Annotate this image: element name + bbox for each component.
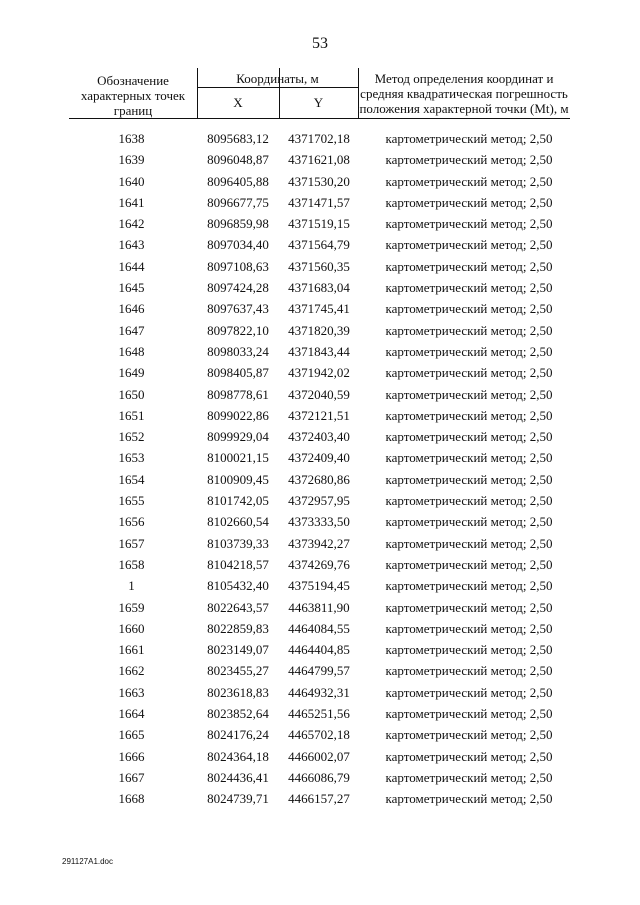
point-number: 1641: [118, 194, 145, 210]
method: картометрический метод; 2,50: [385, 216, 553, 232]
method: картометрический метод; 2,50: [385, 663, 553, 679]
point-number: 1666: [118, 748, 145, 764]
point-number: 1662: [118, 663, 145, 679]
table-row: [69, 788, 570, 809]
table-row: [69, 597, 570, 618]
table-row: [69, 192, 570, 213]
table-header: [69, 68, 570, 119]
coord-x: 8104218,57: [207, 556, 269, 572]
table-row: [69, 341, 570, 362]
table-row: [69, 511, 570, 532]
table-row: [69, 469, 570, 490]
table-row: [69, 384, 570, 405]
table-row: [69, 149, 570, 170]
header-divider: [197, 87, 358, 88]
coord-y: 4371942,02: [288, 365, 350, 381]
method: картометрический метод; 2,50: [385, 152, 553, 168]
table-row: [69, 171, 570, 192]
method: картометрический метод; 2,50: [385, 769, 553, 785]
coord-x: 8100021,15: [207, 450, 269, 466]
table-row: [69, 554, 570, 575]
method: картометрический метод; 2,50: [385, 237, 553, 253]
table-row: [69, 277, 570, 298]
table-row: [69, 724, 570, 745]
coord-x: 8105432,40: [207, 578, 269, 594]
method: картометрический метод; 2,50: [385, 727, 553, 743]
coord-y: 4466002,07: [288, 748, 350, 764]
coord-y: 4371843,44: [288, 343, 350, 359]
coord-y: 4372403,40: [288, 429, 350, 445]
method: картометрический метод; 2,50: [385, 407, 553, 423]
header-coordinates: Координаты, м: [236, 71, 319, 86]
point-number: 1648: [118, 343, 145, 359]
coord-y: 4465251,56: [288, 706, 350, 722]
point-number: 1661: [118, 642, 145, 658]
point-number: 1668: [118, 791, 145, 807]
table-row: [69, 682, 570, 703]
header-y: Y: [313, 95, 324, 110]
coord-y: 4463811,90: [288, 599, 350, 615]
coord-x: 8096677,75: [207, 194, 269, 210]
method: картометрический метод; 2,50: [385, 301, 553, 317]
coord-x: 8099929,04: [207, 429, 269, 445]
coord-y: 4466086,79: [288, 769, 350, 785]
coord-x: 8024739,71: [207, 791, 269, 807]
point-number: 1644: [118, 258, 145, 274]
point-number: 1647: [118, 322, 145, 338]
point-number: 1649: [118, 365, 145, 381]
point-number: 1667: [118, 769, 145, 785]
point-number: 1643: [118, 237, 145, 253]
header-point-designation: Обозначение характерных точек границ: [80, 73, 186, 118]
method: картометрический метод; 2,50: [385, 642, 553, 658]
point-number: 1639: [118, 152, 145, 168]
coord-y: 4371471,57: [288, 194, 350, 210]
coord-y: 4371621,08: [288, 152, 350, 168]
coord-x: 8023852,64: [207, 706, 269, 722]
table-row: [69, 213, 570, 234]
coord-x: 8098033,24: [207, 343, 269, 359]
table-row: [69, 575, 570, 596]
table-row: [69, 447, 570, 468]
coord-x: 8096405,88: [207, 173, 269, 189]
coord-x: 8098405,87: [207, 365, 269, 381]
method: картометрический метод; 2,50: [385, 791, 553, 807]
coord-y: 4371530,20: [288, 173, 350, 189]
coord-x: 8097822,10: [207, 322, 269, 338]
header-x: X: [233, 95, 243, 110]
point-number: 1653: [118, 450, 145, 466]
point-number: 1645: [118, 280, 145, 296]
coord-x: 8097108,63: [207, 258, 269, 274]
method: картометрический метод; 2,50: [385, 131, 553, 146]
table-row: [69, 703, 570, 724]
table-row: [69, 490, 570, 511]
method: картометрический метод; 2,50: [385, 386, 553, 402]
table-row: [69, 405, 570, 426]
coord-y: 4466157,27: [288, 791, 350, 807]
method: картометрический метод; 2,50: [385, 194, 553, 210]
coord-x: 8024364,18: [207, 748, 269, 764]
method: картометрический метод; 2,50: [385, 429, 553, 445]
point-number: 1660: [118, 620, 145, 636]
method: картометрический метод; 2,50: [385, 599, 553, 615]
table-row: [69, 362, 570, 383]
coord-y: 4464404,85: [288, 642, 350, 658]
point-number: 1655: [118, 493, 145, 509]
coord-x: 8103739,33: [207, 535, 269, 551]
method: картометрический метод; 2,50: [385, 514, 553, 530]
method: картометрический метод; 2,50: [385, 684, 553, 700]
coord-y: 4375194,45: [288, 578, 350, 594]
point-number: 1657: [118, 535, 145, 551]
coord-y: 4372680,86: [288, 471, 350, 487]
coord-y: 4371564,79: [288, 237, 350, 253]
coord-y: 4465702,18: [288, 727, 350, 743]
coord-y: 4371560,35: [288, 258, 350, 274]
table-row: [69, 639, 570, 660]
coord-y: 4373942,27: [288, 535, 350, 551]
coord-x: 8024176,24: [207, 727, 269, 743]
point-number: 1656: [118, 514, 145, 530]
coord-x: 8024436,41: [207, 769, 269, 785]
coord-x: 8096859,98: [207, 216, 269, 232]
point-number: 1654: [118, 471, 145, 487]
method: картометрический метод; 2,50: [385, 620, 553, 636]
point-number: 1638: [118, 131, 145, 146]
coord-x: 8102660,54: [207, 514, 269, 530]
coord-x: 8023618,83: [207, 684, 269, 700]
coord-y: 4464084,55: [288, 620, 350, 636]
point-number: 1652: [118, 429, 145, 445]
coord-y: 4372040,59: [288, 386, 350, 402]
method: картометрический метод; 2,50: [385, 280, 553, 296]
coord-y: 4374269,76: [288, 556, 350, 572]
method: картометрический метод; 2,50: [385, 258, 553, 274]
coord-x: 8022643,57: [207, 599, 269, 615]
point-number: 1646: [118, 301, 145, 317]
coord-x: 8097034,40: [207, 237, 269, 253]
coord-y: 4464799,57: [288, 663, 350, 679]
method: картометрический метод; 2,50: [385, 365, 553, 381]
method: картометрический метод; 2,50: [385, 578, 553, 594]
coord-x: 8023455,27: [207, 663, 269, 679]
file-name: 291127A1.doc: [62, 857, 114, 866]
point-number: 1659: [118, 599, 145, 615]
table-row: [69, 746, 570, 767]
method: картометрический метод; 2,50: [385, 493, 553, 509]
table-row: [69, 767, 570, 788]
method: картометрический метод; 2,50: [385, 706, 553, 722]
point-number: 1663: [118, 684, 145, 700]
point-number: 1664: [118, 706, 145, 722]
coord-x: 8096048,87: [207, 152, 269, 168]
coord-x: 8097424,28: [207, 280, 269, 296]
point-number: 1665: [118, 727, 145, 743]
method: картометрический метод; 2,50: [385, 535, 553, 551]
coord-x: 8023149,07: [207, 642, 269, 658]
point-number: 1640: [118, 173, 145, 189]
table-row: [69, 256, 570, 277]
coord-y: 4372121,51: [288, 407, 350, 423]
coord-y: 4371683,04: [288, 280, 350, 296]
coord-x: 8098778,61: [207, 386, 269, 402]
page-number: 53: [312, 35, 328, 52]
table-row: [69, 426, 570, 447]
coord-x: 8100909,45: [207, 471, 269, 487]
coord-y: 4372409,40: [288, 450, 350, 466]
coord-y: 4464932,31: [288, 684, 350, 700]
coord-x: 8099022,86: [207, 407, 269, 423]
coord-y: 4372957,95: [288, 493, 350, 509]
point-number: 1642: [118, 216, 145, 232]
method: картометрический метод; 2,50: [385, 748, 553, 764]
method: картометрический метод; 2,50: [385, 450, 553, 466]
table-row: [69, 533, 570, 554]
point-number: 1658: [118, 556, 145, 572]
coord-x: 8022859,83: [207, 620, 269, 636]
method: картометрический метод; 2,50: [385, 471, 553, 487]
coord-x: 8095683,12: [207, 131, 269, 146]
method: картометрический метод; 2,50: [385, 343, 553, 359]
coord-x: 8101742,05: [207, 493, 269, 509]
table-row: [69, 234, 570, 255]
point-number: 1: [128, 578, 135, 594]
coord-y: 4373333,50: [288, 514, 350, 530]
coord-x: 8097637,43: [207, 301, 269, 317]
table-row: [69, 298, 570, 319]
table-row: [69, 128, 570, 149]
point-number: 1650: [118, 386, 145, 402]
method: картометрический метод; 2,50: [385, 322, 553, 338]
coord-y: 4371702,18: [288, 131, 350, 146]
table-row: [69, 320, 570, 341]
method: картометрический метод; 2,50: [385, 173, 553, 189]
table-row: [69, 618, 570, 639]
table-body: [69, 128, 570, 810]
coord-y: 4371820,39: [288, 322, 350, 338]
header-method: Метод определения координат и средняя квадратическая погрешность положения характерной точки (Mt), м: [359, 71, 569, 116]
point-number: 1651: [118, 407, 145, 423]
table-row: [69, 660, 570, 681]
coord-y: 4371519,15: [288, 216, 350, 232]
method: картометрический метод; 2,50: [385, 556, 553, 572]
coord-y: 4371745,41: [288, 301, 350, 317]
